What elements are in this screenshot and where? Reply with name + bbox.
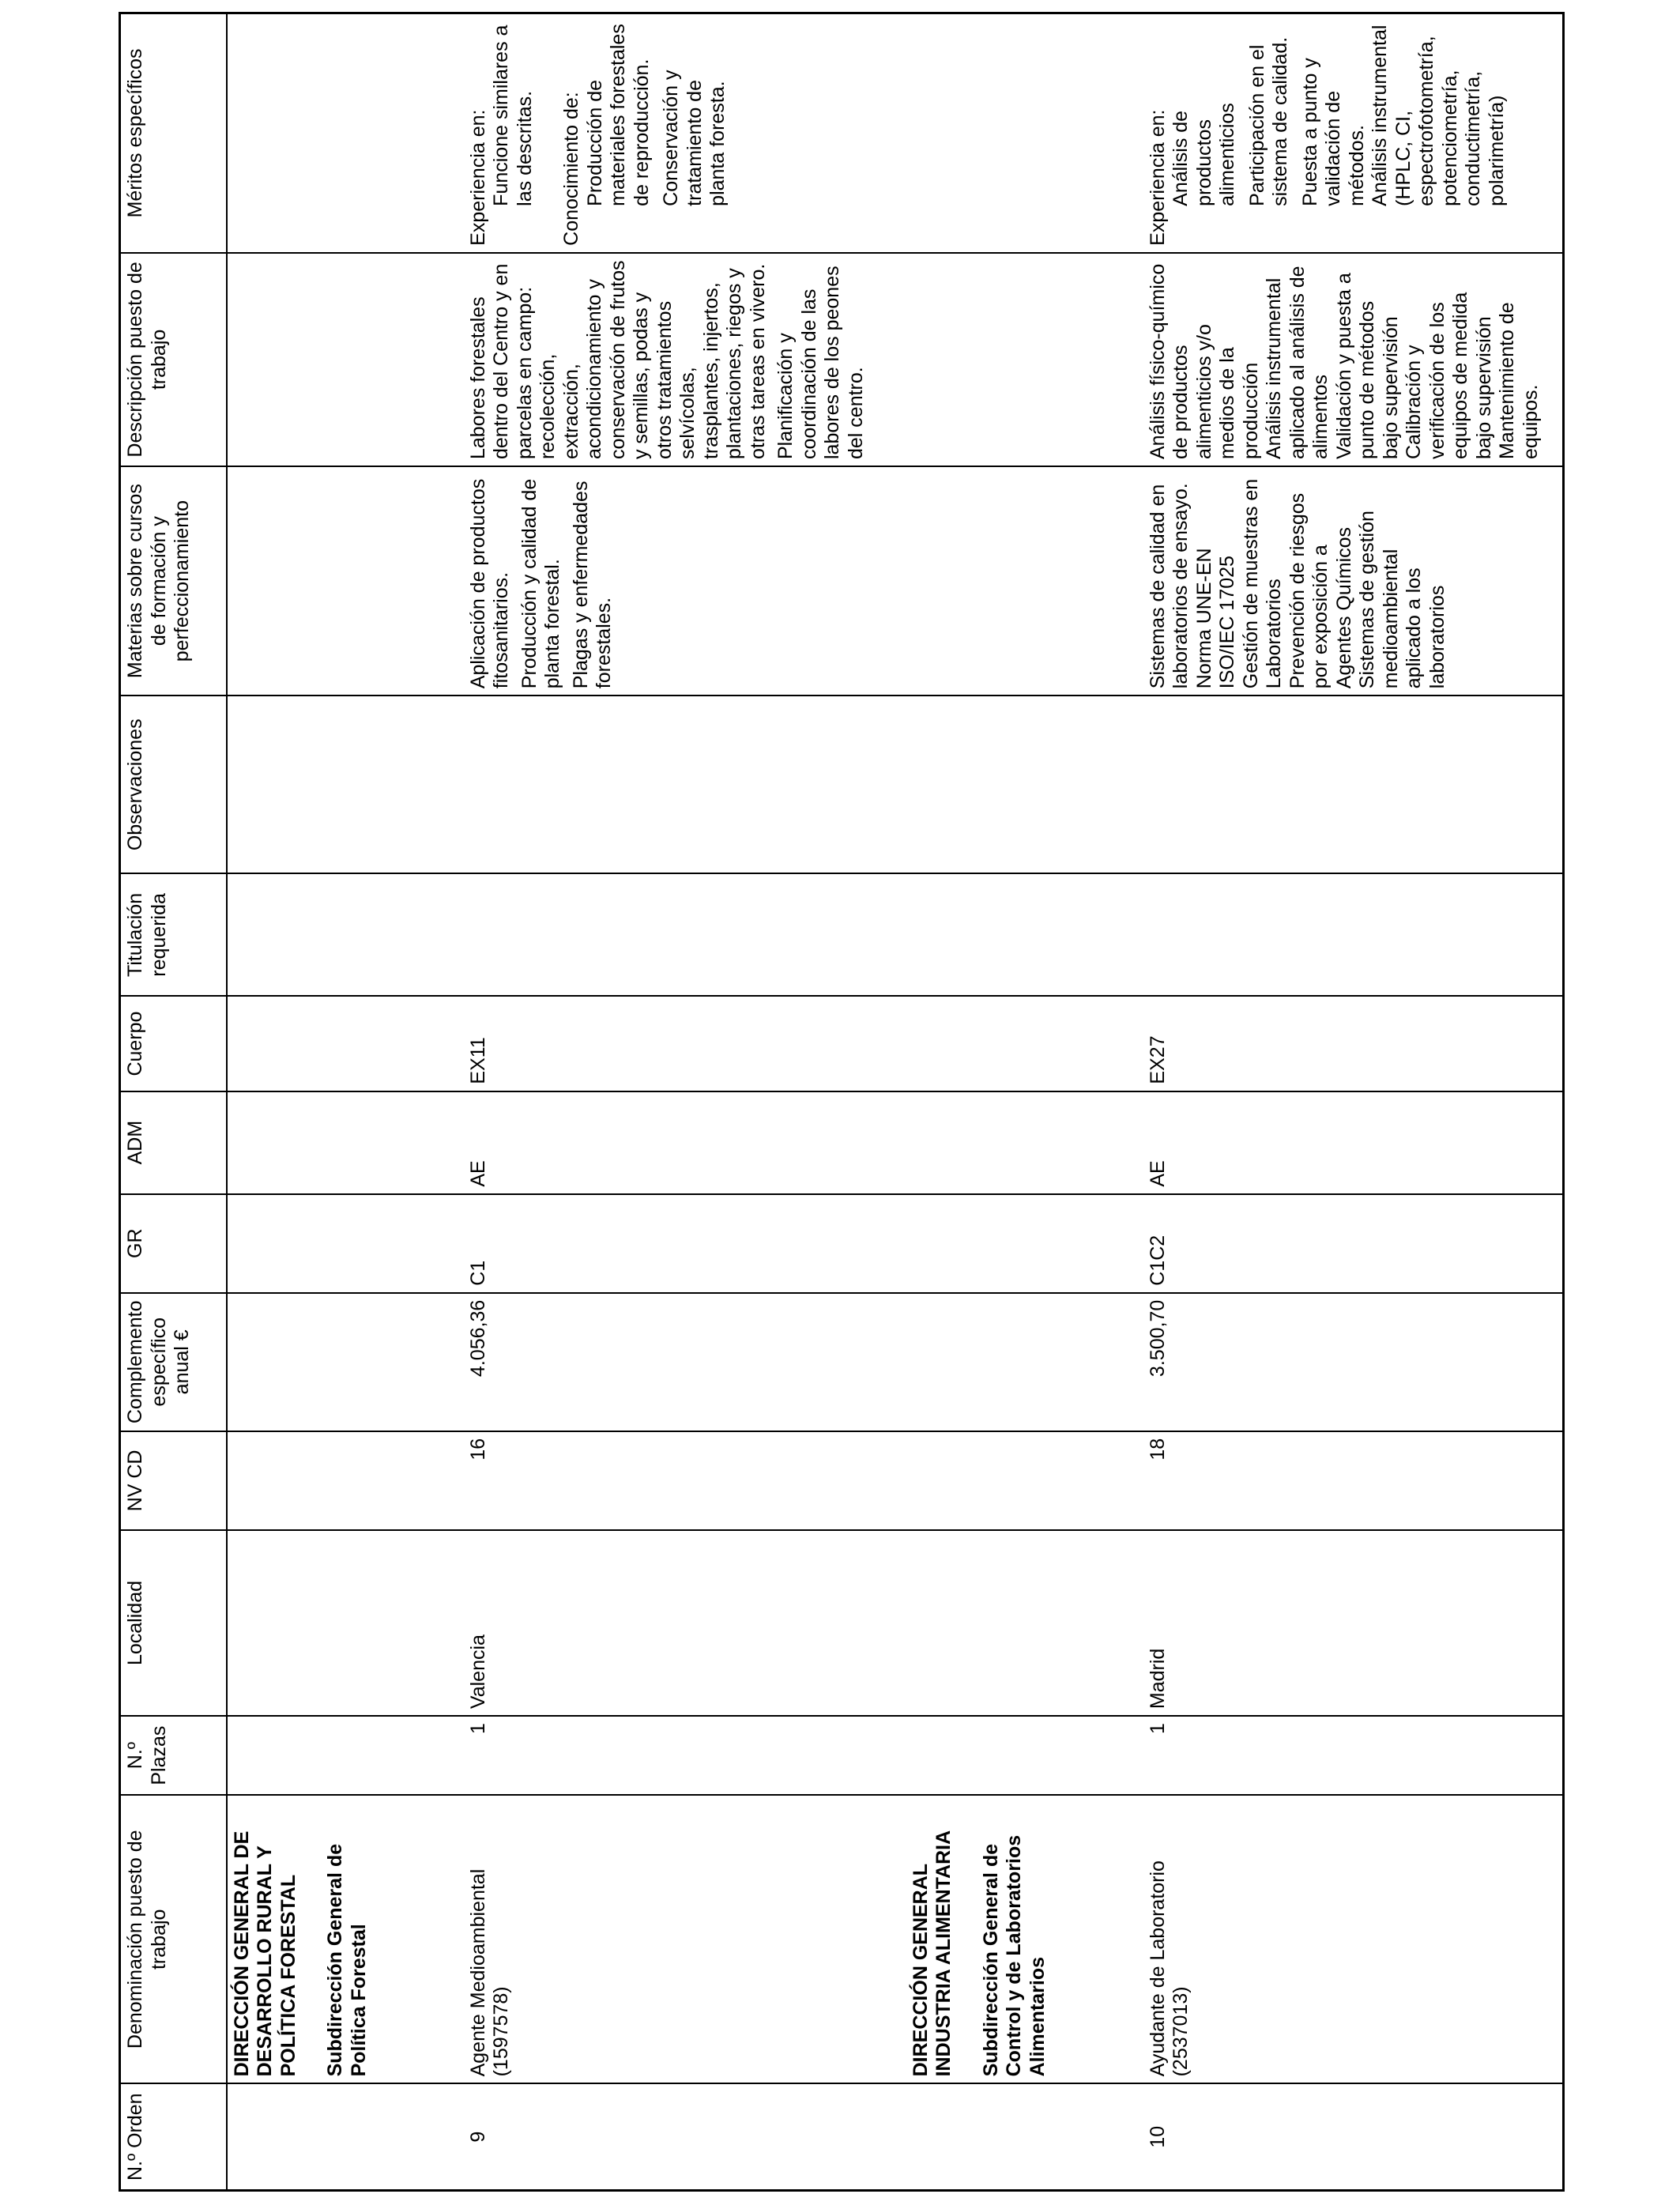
rotated-page	[119, 12, 1565, 2192]
row-10-descripcion	[1143, 253, 1564, 466]
descripcion-item: Planificación y coordinación de las labores de los peones del centro.	[774, 266, 867, 460]
section-2-heading	[906, 1795, 1143, 2083]
header-complemento: Complemento específico anual €	[120, 1293, 227, 1431]
row-9-cuerpo: EX11	[464, 996, 906, 1091]
descripcion-item: Análisis físico-químico de productos alimenticios y/o medios de la producción	[1146, 263, 1262, 460]
meritos-experiencia: Funcione similares a las descritas.	[490, 25, 536, 206]
header-denominacion: Denominación puesto de trabajo	[120, 1795, 227, 2083]
header-orden: N.º Orden	[120, 2083, 227, 2190]
materia-item: Producción y calidad de planta forestal.	[518, 478, 563, 689]
subdireccion-general-1: Subdirección General de Política Forestal	[324, 1843, 370, 2077]
row-10-cuerpo: EX27	[1143, 996, 1564, 1091]
meritos-item: Participación en el sistema de calidad.	[1245, 36, 1291, 206]
header-row	[120, 13, 227, 2191]
header-cuerpo: Cuerpo	[120, 996, 227, 1091]
header-titulacion: Titulación requerida	[120, 873, 227, 996]
direccion-general-1: DIRECCIÓN GENERAL DE DESARROLLO RURAL Y POLÍTICA FORESTAL	[230, 1830, 299, 2077]
row-10-titulacion	[1143, 873, 1564, 996]
row-9-titulacion	[464, 873, 906, 996]
meritos-conocimiento-item: Producción de materiales forestales de reproducción.	[583, 24, 653, 206]
meritos-item: Análisis instrumental (HPLC, CI, espectrofotometría, potenciometría, conductimetría, polarimetría)	[1369, 25, 1508, 206]
descripcion-item: Validación y puesta a punto de métodos bajo supervisión	[1332, 273, 1402, 460]
row-10-nvcd: 18	[1143, 1431, 1564, 1530]
meritos-experiencia-label: Experiencia en:	[1146, 109, 1169, 246]
row-9-gr: C1	[464, 1194, 906, 1293]
row-10-materias	[1143, 466, 1564, 696]
row-9-plazas: 1	[464, 1716, 906, 1795]
meritos-experiencia-label: Experiencia en:	[466, 109, 489, 246]
row-9-complemento: 4.056,36	[464, 1293, 906, 1431]
row-10-orden: 10	[1143, 2083, 1564, 2190]
meritos-conocimiento-item: Conservación y tratamiento de planta foresta.	[660, 70, 729, 206]
header-plazas: N.º Plazas	[120, 1716, 227, 1795]
row-10-complemento: 3.500,70	[1143, 1293, 1564, 1431]
materia-item: Gestión de muestras en Laboratorios	[1239, 478, 1285, 689]
meritos-item: Análisis de productos alimenticios	[1170, 103, 1238, 206]
row-10-observaciones	[1143, 696, 1564, 873]
header-localidad: Localidad	[120, 1530, 227, 1716]
header-meritos: Méritos específicos	[120, 13, 227, 253]
descripcion-item: Análisis instrumental aplicado al análisis de alimentos	[1263, 266, 1332, 460]
table-row	[1143, 13, 1564, 2191]
row-10-plazas: 1	[1143, 1716, 1564, 1795]
row-9-meritos	[464, 13, 906, 253]
descripcion-item: Mantenimiento de equipos.	[1496, 302, 1542, 460]
row-9-denominacion: Agente Medioambiental (1597578)	[464, 1795, 906, 2083]
materia-item: Plagas y enfermedades forestales.	[569, 481, 615, 689]
row-10-adm: AE	[1143, 1091, 1564, 1194]
header-nvcd: NV CD	[120, 1431, 227, 1530]
subdireccion-general-2: Subdirección General de Control y de Laboratorios Alimentarios	[979, 1834, 1049, 2077]
meritos-conocimiento-label: Conocimiento de:	[560, 92, 582, 246]
row-10-meritos	[1143, 13, 1564, 253]
materia-item: Aplicación de productos fitosanitarios.	[466, 478, 512, 689]
header-materias: Materias sobre cursos de formación y perfeccionamiento	[120, 466, 227, 696]
header-gr: GR	[120, 1194, 227, 1293]
table-row	[464, 13, 906, 2191]
row-10-denominacion: Ayudante de Laboratorio (2537013)	[1143, 1795, 1564, 2083]
row-9-nvcd: 16	[464, 1431, 906, 1530]
header-descripcion: Descripción puesto de trabajo	[120, 253, 227, 466]
positions-table	[119, 12, 1565, 2192]
direccion-general-2: DIRECCIÓN GENERAL INDUSTRIA ALIMENTARIA	[909, 1830, 955, 2077]
row-9-localidad: Valencia	[464, 1530, 906, 1716]
section-row-2	[906, 13, 1143, 2191]
row-9-observaciones	[464, 696, 906, 873]
header-adm: ADM	[120, 1091, 227, 1194]
row-10-gr: C1C2	[1143, 1194, 1564, 1293]
descripcion-item: Labores forestales dentro del Centro y en parcelas en campo: recolección, extracción, acondicionamiento y conservación de frutos y semillas, podas y otros tratamientos selvícolas, trasplantes, injertos, plantaciones, riegos y otras tareas en vivero.	[466, 260, 769, 460]
meritos-item: Puesta a punto y validación de métodos.	[1298, 58, 1368, 206]
row-10-localidad: Madrid	[1143, 1530, 1564, 1716]
row-9-adm: AE	[464, 1091, 906, 1194]
materia-item: Prevención de riesgos por exposición a Agentes Químicos	[1286, 492, 1355, 689]
section-row-1	[227, 13, 464, 2191]
row-9-orden: 9	[464, 2083, 906, 2190]
row-9-descripcion	[464, 253, 906, 466]
header-observaciones: Observaciones	[120, 696, 227, 873]
section-1-heading	[227, 1795, 464, 2083]
row-9-materias	[464, 466, 906, 696]
materia-item: Sistemas de calidad en laboratorios de ensayo. Norma UNE-EN ISO/IEC 17025	[1146, 483, 1238, 689]
materia-item: Sistemas de gestión medioambiental aplicado a los laboratorios	[1356, 511, 1448, 689]
descripcion-item: Calibración y verificación de los equipos de medida bajo supervisión	[1403, 292, 1495, 460]
